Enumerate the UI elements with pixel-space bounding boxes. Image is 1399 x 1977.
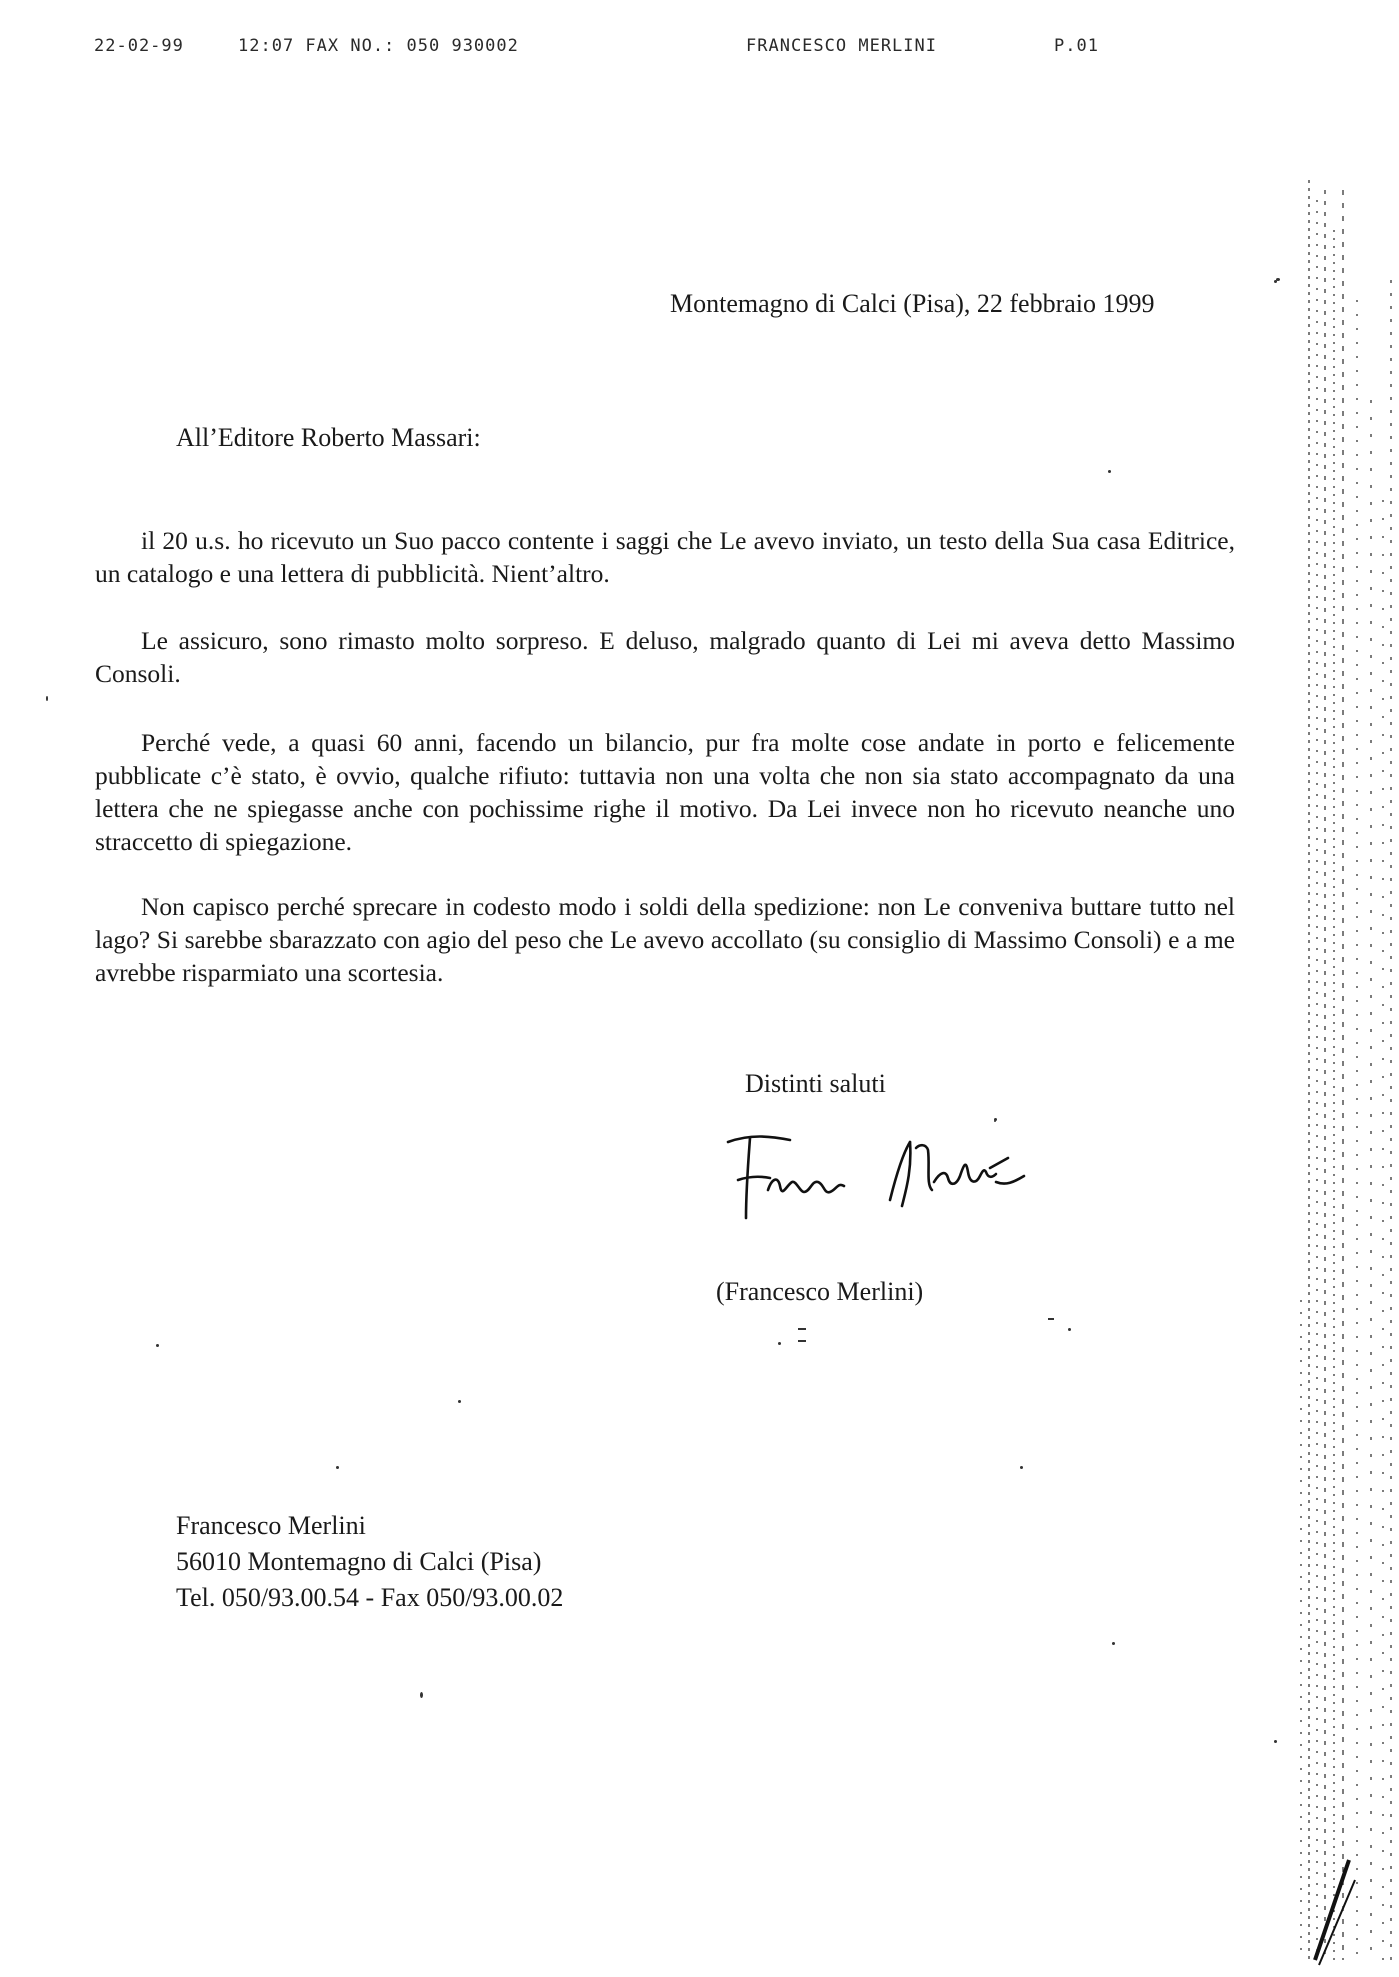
place-date: Montemagno di Calci (Pisa), 22 febbraio 1999: [670, 289, 1155, 318]
paragraph-1: il 20 u.s. ho ricevuto un Suo pacco contente i saggi che Le avevo inviato, un testo della Sua casa Editrice, un catalogo e una lettera di pubblicità. Nient’altro.: [95, 526, 1235, 588]
speck: [156, 1344, 159, 1347]
speck: [798, 1340, 806, 1342]
speck: [458, 1400, 461, 1403]
speck: [1068, 1328, 1071, 1331]
speck: [420, 1692, 423, 1698]
sender-address: 56010 Montemagno di Calci (Pisa): [176, 1547, 542, 1576]
paragraph-4: Non capisco perché sprecare in codesto modo i soldi della spedizione: non Le conveniva buttare tutto nel lago? Si sarebbe sbarazzato con agio del peso che Le avevo accollato (su consiglio di Massimo Consoli) e a me avrebbe risparmiato una scortesia.: [95, 892, 1235, 987]
speck: [1274, 1740, 1277, 1743]
fax-sender: FRANCESCO MERLINI: [746, 36, 937, 56]
speck: [1108, 470, 1111, 473]
speck: [1276, 278, 1280, 281]
recipient: All’Editore Roberto Massari:: [176, 423, 481, 452]
speck: [46, 696, 48, 701]
paragraph-3: Perché vede, a quasi 60 anni, facendo un bilancio, pur fra molte cose andate in porto e felicemente pubblicate c’è stato, è ovvio, qualche rifiuto: tuttavia non una volta che non sia stato accompagnato da una lettera che ne spiegasse anche con pochissime righe il motivo. Da Lei invece non ho ricevuto neanche uno straccetto di spiegazione.: [95, 728, 1235, 856]
sender-contacts: Tel. 050/93.00.54 - Fax 050/93.00.02: [176, 1583, 564, 1612]
speck: [1020, 1466, 1023, 1469]
sender-name: Francesco Merlini: [176, 1511, 366, 1540]
handwritten-signature: [720, 1120, 1040, 1230]
speck: [1112, 1642, 1115, 1645]
speck: [778, 1342, 781, 1345]
signature-graphic: [720, 1120, 1040, 1230]
speck: [1048, 1318, 1054, 1320]
closing: Distinti saluti: [745, 1069, 886, 1098]
fax-time-number: 12:07 FAX NO.: 050 930002: [238, 36, 519, 56]
scan-noise-graphic: [1279, 0, 1399, 1972]
speck: [994, 1120, 996, 1122]
signed-name: (Francesco Merlini): [716, 1277, 924, 1306]
speck: [798, 1328, 806, 1330]
speck: [336, 1466, 339, 1469]
fax-page-number: P.01: [1054, 36, 1099, 56]
paragraph-2: Le assicuro, sono rimasto molto sorpreso. E deluso, malgrado quanto di Lei mi aveva detto Massimo Consoli.: [95, 626, 1235, 688]
fax-date: 22-02-99: [94, 36, 184, 56]
fax-scan-noise: [1279, 0, 1399, 1972]
